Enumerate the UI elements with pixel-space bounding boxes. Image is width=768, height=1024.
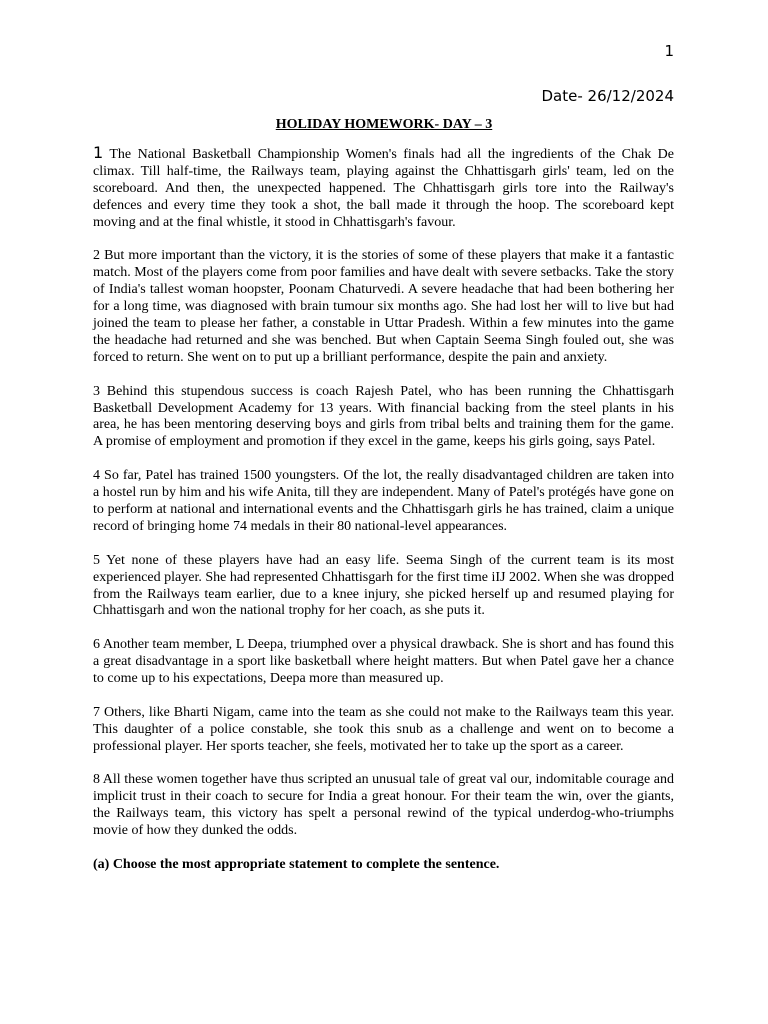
paragraph-7 <box>93 705 674 756</box>
paragraph-1 <box>93 145 674 232</box>
paragraph-text: Another team member, L Deepa, triumphed over a physical drawback. She is short and has found this a great disadvantage in a sport like basketball where height matters. But when Patel gave her a chance to come up to his expectations, Deepa more than measured up. <box>93 637 674 687</box>
paragraph-3 <box>93 384 674 452</box>
paragraph-text: All these women together have thus scripted an unusual tale of great val our, indomitable courage and implicit trust in their coach to secure for India a great honour. For their team the win, over the giants, the Railways team, this victory has spelt a personal rewind of the typical underdog-who-triumphs movie of how they dunked the odds. <box>93 772 674 839</box>
paragraph-8 <box>93 772 674 840</box>
paragraph-number: 7 <box>93 704 100 720</box>
paragraph-number: 3 <box>93 383 100 399</box>
paragraph-4 <box>93 468 674 536</box>
passage-body <box>93 145 674 874</box>
paragraph-number: 4 <box>93 468 100 484</box>
paragraph-5 <box>93 553 674 621</box>
paragraph-text: Yet none of these players have had an easy life. Seema Singh of the current team is its most experienced player. She had represented Chhattisgarh for the first time iIJ 2002. When she was dropped from the Railways team earlier, due to a knee injury, she picked herself up and resumed playing for Chhattisgarh and won the national trophy for her coach, as she puts it. <box>93 552 674 619</box>
paragraph-number: 6 <box>93 637 100 653</box>
page-title: HOLIDAY HOMEWORK- DAY – 3 <box>275 117 493 132</box>
paragraph-text: So far, Patel has trained 1500 youngsters. Of the lot, the really disadvantaged children are taken into a hostel run by him and his wife Anita, till they are independent. Many of Patel's protégés have gone on to perform at national and international events and the Chhattisgarh girls he has trained, claim a unique record of bringing home 74 medals in their 80 national-level appearances. <box>93 468 674 534</box>
paragraph-text: Others, like Bharti Nigam, came into the team as she could not make to the Railways team this year. This daughter of a police constable, she took this snub as a challenge and went on to become a professional player. Her sports teacher, she feels, motivated her to take up the sport as a career. <box>93 704 674 754</box>
paragraph-number: 1 <box>93 143 104 162</box>
page-number: 1 <box>664 42 674 60</box>
paragraph-text: But more important than the victory, it is the stories of some of these players that make it a fantastic match. Most of the players come from poor families and have dealt with severe setbacks. Take the story of India's tallest woman hoopster, Poonam Chaturvedi. A severe headache that had been bothering her for a long time, was diagnosed with brain tumour six months ago. She had lost her will to live but had joined the team to please her father, a constable in Uttar Pradesh. Within a few minutes into the game the headache had returned and she was benched. But when Captain Seema Singh fouled out, she was forced to return. She went on to put up a brilliant performance, despite the pain and anxiety. <box>93 248 674 365</box>
date-line: Date- 26/12/2024 <box>541 87 674 105</box>
paragraph-number: 2 <box>93 248 100 264</box>
question-heading: (a) Choose the most appropriate statement to complete the sentence. <box>93 856 500 872</box>
paragraph-number: 5 <box>93 552 100 568</box>
paragraph-text: Behind this stupendous success is coach Rajesh Patel, who has been running the Chhattisgarh Basketball Development Academy for 13 years. With financial backing from the steel plants in his area, he has been mentoring deserving boys and girls from tribal belts and training them for the game. A promise of employment and promotion if they excel in the game, keeps his girls going, says Patel. <box>93 383 674 450</box>
paragraph-6 <box>93 637 674 688</box>
paragraph-2 <box>93 248 674 366</box>
paragraph-text: The National Basketball Championship Women's finals had all the ingredients of the Chak De climax. Till half-time, the Railways team, playing against the Chhattisgarh girls' team, led on the scoreboard. And then, the unexpected happened. The Chhattisgarh girls tore into the Railway's defences and every time they took a shot, the ball made it through the hoop. The scoreboard kept moving and at the final whistle, it stood in Chhattisgarh's favour. <box>93 147 674 230</box>
paragraph-number: 8 <box>93 772 100 788</box>
